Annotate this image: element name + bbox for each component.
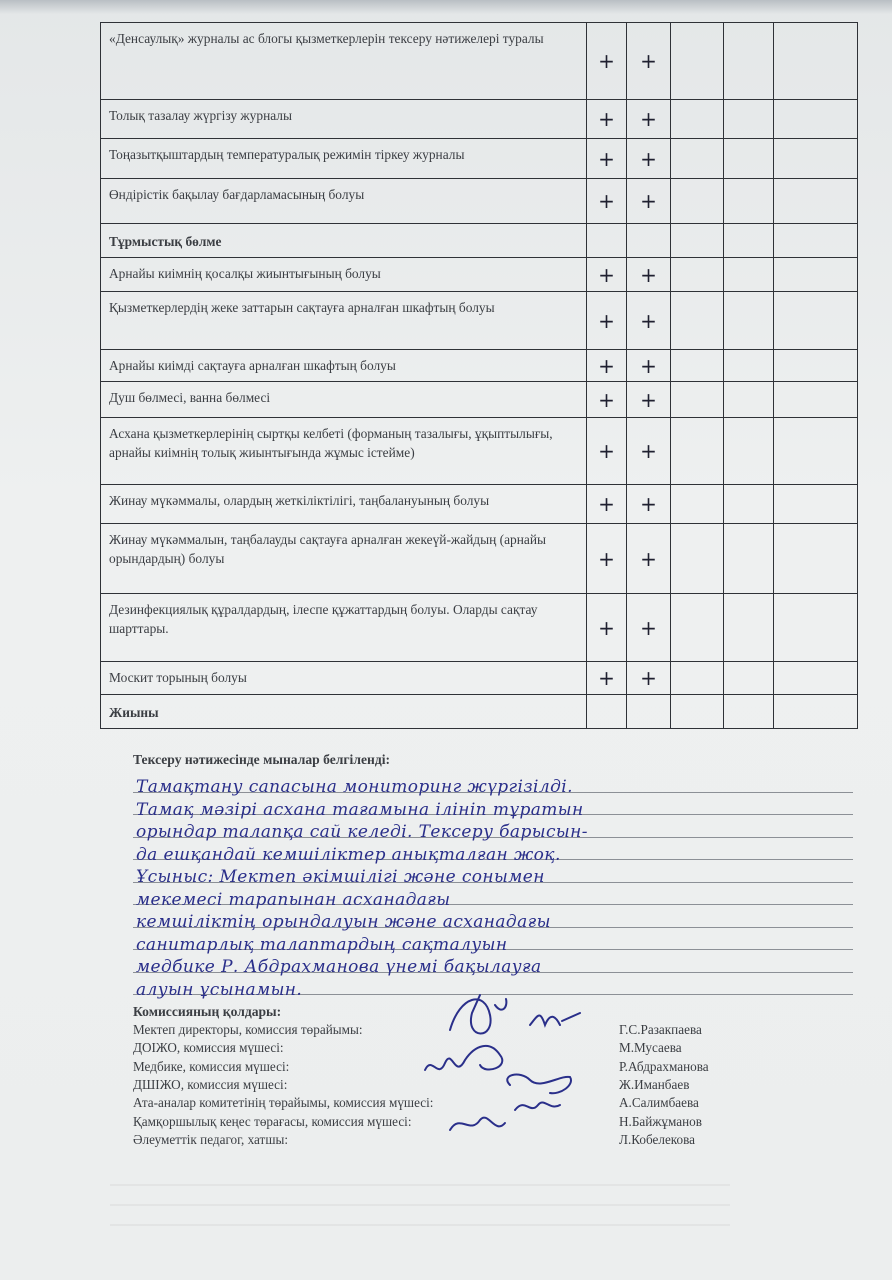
criterion-label: Асхана қызметкерлерінің сыртқы келбеті (форманың тазалығы, ұқыптылығы, арнайы киімнің толық жиынтығында жұмыс істейме)	[101, 418, 587, 485]
handwritten-line: Тамақтану сапасына мониторинг жүргізілді.	[136, 777, 573, 797]
member-name: М.Мусаева	[619, 1040, 682, 1056]
check-cell	[671, 485, 724, 524]
criterion-label: Жинау мүкәммалы, олардың жеткіліктілігі, таңбалануының болуы	[101, 485, 587, 524]
check-cell	[671, 594, 724, 662]
check-cell	[774, 139, 858, 179]
checklist-body	[101, 23, 858, 729]
check-cell: +	[627, 485, 671, 524]
table-row	[101, 100, 858, 139]
handwritten-line: Тамақ мәзірі асхана тағамына ілініп тұратын	[136, 799, 584, 820]
check-cell	[774, 258, 858, 292]
check-cell	[671, 258, 724, 292]
check-cell	[627, 695, 671, 729]
check-cell: +	[627, 100, 671, 139]
handwritten-line: кемшіліктің орындалуын және асханадағы	[136, 912, 551, 932]
handwritten-line: санитарлық талаптардың сақталуын	[136, 934, 508, 955]
member-name: Р.Абдрахманова	[619, 1058, 709, 1074]
member-role: Медбике, комиссия мүшесі:	[133, 1058, 290, 1074]
member-name: Г.С.Разакпаева	[619, 1022, 702, 1037]
check-cell	[774, 594, 858, 662]
check-cell	[587, 224, 627, 258]
table-row	[101, 382, 858, 418]
check-cell	[671, 292, 724, 350]
handwritten-line: орындар талапқа сай келеді. Тексеру барысын-	[136, 822, 588, 842]
signature-5	[515, 1102, 560, 1110]
table-row	[101, 258, 858, 292]
member-name: Л.Кобелекова	[619, 1131, 696, 1147]
check-cell: +	[587, 179, 627, 224]
check-cell	[671, 100, 724, 139]
check-cell: +	[587, 139, 627, 179]
check-cell	[724, 382, 774, 418]
check-cell	[724, 524, 774, 594]
table-row	[101, 23, 858, 100]
criterion-label: Қызметкерлердің жеке заттарын сақтауға арналған шкафтың болуы	[101, 292, 587, 350]
check-cell	[774, 524, 858, 594]
check-cell: +	[627, 258, 671, 292]
check-cell	[774, 23, 858, 100]
check-cell	[724, 100, 774, 139]
check-cell: +	[587, 100, 627, 139]
check-cell	[671, 139, 724, 179]
check-cell	[774, 695, 858, 729]
criterion-label: «Денсаулық» журналы ас блогы қызметкерлерін тексеру нәтижелері туралы	[101, 23, 587, 100]
check-cell	[724, 695, 774, 729]
signature-1	[450, 995, 506, 1034]
table-row	[101, 224, 858, 258]
check-cell	[671, 524, 724, 594]
check-cell	[774, 100, 858, 139]
check-cell	[774, 418, 858, 485]
check-cell	[724, 139, 774, 179]
table-row	[101, 594, 858, 662]
table-row	[101, 350, 858, 382]
member-role: Мектеп директоры, комиссия төрайымы:	[133, 1022, 363, 1037]
check-cell	[724, 179, 774, 224]
criterion-label: Душ бөлмесі, ванна бөлмесі	[101, 382, 587, 418]
table-row	[101, 418, 858, 485]
check-cell: +	[587, 594, 627, 662]
signature-4	[507, 1075, 571, 1094]
check-cell: +	[587, 418, 627, 485]
check-cell	[671, 350, 724, 382]
check-cell	[724, 224, 774, 258]
criterion-label: Өндірістік бақылау бағдарламасының болуы	[101, 179, 587, 224]
check-cell: +	[587, 258, 627, 292]
scan-top-edge	[0, 0, 892, 14]
results-title: Тексеру нәтижесінде мыналар белгіленді:	[133, 752, 390, 767]
criterion-label: Арнайы киімді сақтауға арналған шкафтың болуы	[101, 350, 587, 382]
table-row	[101, 292, 858, 350]
bleed-through	[110, 1175, 730, 1235]
section-label: Жиыны	[101, 695, 587, 729]
check-cell: +	[587, 292, 627, 350]
handwritten-line: медбике Р. Абдрахманова үнемі бақылауға	[136, 957, 542, 977]
check-cell	[774, 662, 858, 695]
check-cell	[671, 418, 724, 485]
signature-6	[450, 1118, 505, 1130]
criterion-label: Арнайы киімнің қосалқы жиынтығының болуы	[101, 258, 587, 292]
member-role: Ата-аналар комитетінің төрайымы, комиссия мүшесі:	[133, 1095, 434, 1111]
signature-3	[425, 1046, 502, 1070]
member-role: Қамқоршылық кеңес төрағасы, комиссия мүшесі:	[133, 1113, 412, 1129]
check-cell: +	[627, 292, 671, 350]
check-cell	[724, 418, 774, 485]
section-label: Тұрмыстық бөлме	[101, 224, 587, 258]
handwritten-line: Ұсыныс: Мектеп әкімшілігі және сонымен	[136, 867, 545, 887]
check-cell	[774, 485, 858, 524]
handwritten-line: алуын ұсынамын.	[136, 979, 303, 1000]
check-cell	[774, 350, 858, 382]
check-cell	[724, 350, 774, 382]
member-role: ДОІЖО, комиссия мүшесі:	[133, 1040, 284, 1056]
table-row	[101, 139, 858, 179]
criterion-label: Тоңазытқыштардың температуралық режимін тіркеу журналы	[101, 139, 587, 179]
check-cell	[724, 292, 774, 350]
check-cell: +	[587, 485, 627, 524]
check-cell: +	[587, 524, 627, 594]
table-row	[101, 485, 858, 524]
check-cell: +	[627, 662, 671, 695]
check-cell	[724, 485, 774, 524]
check-cell: +	[627, 524, 671, 594]
check-cell	[671, 695, 724, 729]
check-cell	[724, 662, 774, 695]
check-cell	[671, 382, 724, 418]
check-cell	[724, 23, 774, 100]
member-name: А.Салимбаева	[619, 1095, 699, 1111]
check-cell: +	[627, 23, 671, 100]
check-cell	[774, 292, 858, 350]
check-cell	[774, 179, 858, 224]
check-cell	[774, 224, 858, 258]
check-cell: +	[627, 418, 671, 485]
check-cell: +	[627, 350, 671, 382]
commission-title: Комиссияның қолдары:	[133, 1004, 282, 1019]
check-cell	[671, 224, 724, 258]
criterion-label: Толық тазалау жүргізу журналы	[101, 100, 587, 139]
criterion-label: Дезинфекциялық құралдардың, ілеспе құжаттардың болуы. Оларды сақтау шарттары.	[101, 594, 587, 662]
check-cell	[724, 258, 774, 292]
handwritten-line: да ешқандай кемшіліктер анықталған жоқ.	[136, 844, 561, 865]
check-cell: +	[627, 179, 671, 224]
check-cell	[671, 23, 724, 100]
checklist-table	[100, 22, 858, 729]
member-name: Ж.Иманбаев	[619, 1076, 690, 1092]
handwritten-findings	[136, 776, 856, 1001]
member-role: ДШІЖО, комиссия мүшесі:	[133, 1076, 288, 1092]
check-cell: +	[587, 350, 627, 382]
check-cell	[587, 695, 627, 729]
check-cell	[724, 594, 774, 662]
check-cell	[627, 224, 671, 258]
check-cell	[774, 382, 858, 418]
member-role: Әлеуметтік педагог, хатшы:	[133, 1131, 289, 1147]
member-name: Н.Байжұманов	[619, 1113, 702, 1129]
check-cell	[671, 662, 724, 695]
check-cell: +	[627, 139, 671, 179]
check-cell	[671, 179, 724, 224]
handwritten-line: мекемесі тарапынан асханадағы	[136, 889, 451, 910]
table-row	[101, 179, 858, 224]
check-cell: +	[587, 382, 627, 418]
check-cell: +	[587, 662, 627, 695]
signature-2	[530, 1013, 580, 1025]
check-cell: +	[627, 382, 671, 418]
check-cell: +	[627, 594, 671, 662]
signatures	[410, 985, 610, 1145]
table-row	[101, 695, 858, 729]
check-cell: +	[587, 23, 627, 100]
criterion-label: Жинау мүкәммалын, таңбалауды сақтауға арналған жекеүй-жайдың (арнайы орындардың) болуы	[101, 524, 587, 594]
table-row	[101, 662, 858, 695]
criterion-label: Москит торының болуы	[101, 662, 587, 695]
table-row	[101, 524, 858, 594]
